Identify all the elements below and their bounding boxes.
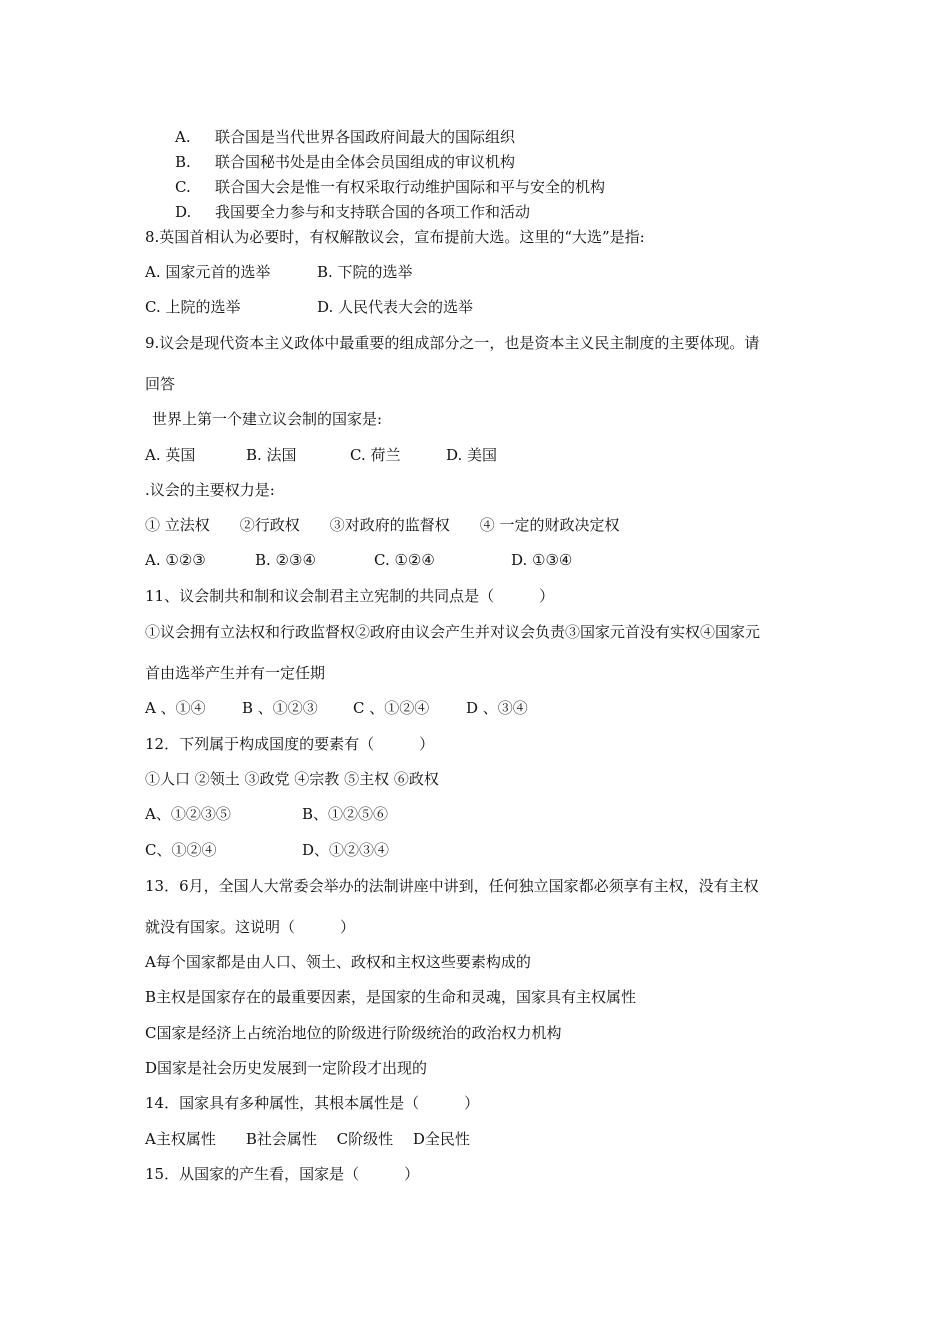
- q9-sub2-option-b: B. ②③④: [255, 551, 316, 569]
- q9-stem-line2: 回答: [145, 375, 176, 393]
- q11-items-line2: 首由选举产生并有一定任期: [145, 664, 326, 682]
- q12-option-d: D、①②③④: [302, 841, 390, 859]
- q8-option-b: B. 下院的选举: [317, 263, 413, 281]
- q12-option-c: C、①②④: [145, 841, 217, 859]
- q9-sub2-option-d: D. ①③④: [511, 551, 573, 569]
- q15-stem: 15．从国家的产生看，国家是（ ）: [145, 1165, 420, 1183]
- q7-option-b: B. 联合国秘书处是由全体会员国组成的审议机构: [175, 153, 516, 171]
- q7-option-d-text: 我国要全力参与和支持联合国的各项工作和活动: [215, 203, 531, 221]
- q8-option-d: D. 人民代表大会的选举: [317, 298, 474, 316]
- q8-option-c: C. 上院的选举: [145, 298, 241, 316]
- q11-items-line1: ①议会拥有立法权和行政监督权②政府由议会产生并对议会负责③国家元首没有实权④国家元: [145, 623, 761, 641]
- q9-sub1-option-b: B. 法国: [246, 446, 297, 464]
- q13-stem-line1: 13．6月，全国人大常委会举办的法制讲座中讲到，任何独立国家都必须享有主权，没有主权: [145, 877, 759, 895]
- q12-option-b: B、①②⑤⑥: [302, 805, 389, 823]
- q9-sub1-stem: 世界上第一个建立议会制的国家是:: [152, 410, 383, 428]
- q9-sub2-stem: .议会的主要权力是:: [145, 481, 275, 499]
- q12-stem: 12．下列属于构成国度的要素有（ ）: [145, 735, 435, 753]
- q9-sub2-option-c: C. ①②④: [374, 551, 435, 569]
- q11-option-a: A 、①④: [145, 699, 206, 717]
- q9-sub2-items: ① 立法权 ②行政权 ③对政府的监督权 ④ 一定的财政决定权: [145, 516, 620, 534]
- q11-option-d: D 、③④: [466, 699, 528, 717]
- q9-sub1-option-d: D. 美国: [446, 446, 498, 464]
- q13-option-c: C国家是经济上占统治地位的阶级进行阶级统治的政治权力机构: [145, 1024, 562, 1042]
- q7-option-d: D. 我国要全力参与和支持联合国的各项工作和活动: [175, 203, 531, 221]
- q13-stem-line2: 就没有国家。这说明（ ）: [145, 918, 356, 936]
- q14-options: A主权属性 B社会属性 C阶级性 D全民性: [145, 1130, 470, 1148]
- q12-option-a: A、①②③⑤: [145, 805, 231, 823]
- q9-sub2-option-a: A. ①②③: [145, 551, 206, 569]
- q12-items: ①人口 ②领土 ③政党 ④宗教 ⑤主权 ⑥政权: [145, 770, 439, 788]
- q9-sub1-option-a: A. 英国: [145, 446, 196, 464]
- q13-option-b: B主权是国家存在的最重要因素，是国家的生命和灵魂，国家具有主权属性: [145, 988, 637, 1006]
- q13-option-d: D国家是社会历史发展到一定阶段才出现的: [145, 1059, 428, 1077]
- q14-stem: 14．国家具有多种属性，其根本属性是（ ）: [145, 1094, 480, 1112]
- q7-option-a: A. 联合国是当代世界各国政府间最大的国际组织: [175, 128, 516, 146]
- q11-stem: 11、议会制共和制和议会制君主立宪制的共同点是（ ）: [145, 587, 555, 605]
- q7-option-c-text: 联合国大会是惟一有权采取行动维护国际和平与安全的机构: [215, 178, 606, 196]
- q7-option-c: C. 联合国大会是惟一有权采取行动维护国际和平与安全的机构: [175, 178, 606, 196]
- q9-stem-line1: 9.议会是现代资本主义政体中最重要的组成部分之一，也是资本主义民主制度的主要体现。请: [145, 334, 760, 352]
- q8-stem: 8.英国首相认为必要时，有权解散议会，宣布提前大选。这里的“大选”是指:: [145, 228, 645, 246]
- q13-option-a: A每个国家都是由人口、领土、政权和主权这些要素构成的: [145, 953, 531, 971]
- q7-option-b-text: 联合国秘书处是由全体会员国组成的审议机构: [215, 153, 516, 171]
- q7-option-a-text: 联合国是当代世界各国政府间最大的国际组织: [215, 128, 516, 146]
- q8-option-a: A. 国家元首的选举: [145, 263, 271, 281]
- q9-sub1-option-c: C. 荷兰: [350, 446, 401, 464]
- q11-option-b: B 、①②③: [242, 699, 318, 717]
- q11-option-c: C 、①②④: [353, 699, 430, 717]
